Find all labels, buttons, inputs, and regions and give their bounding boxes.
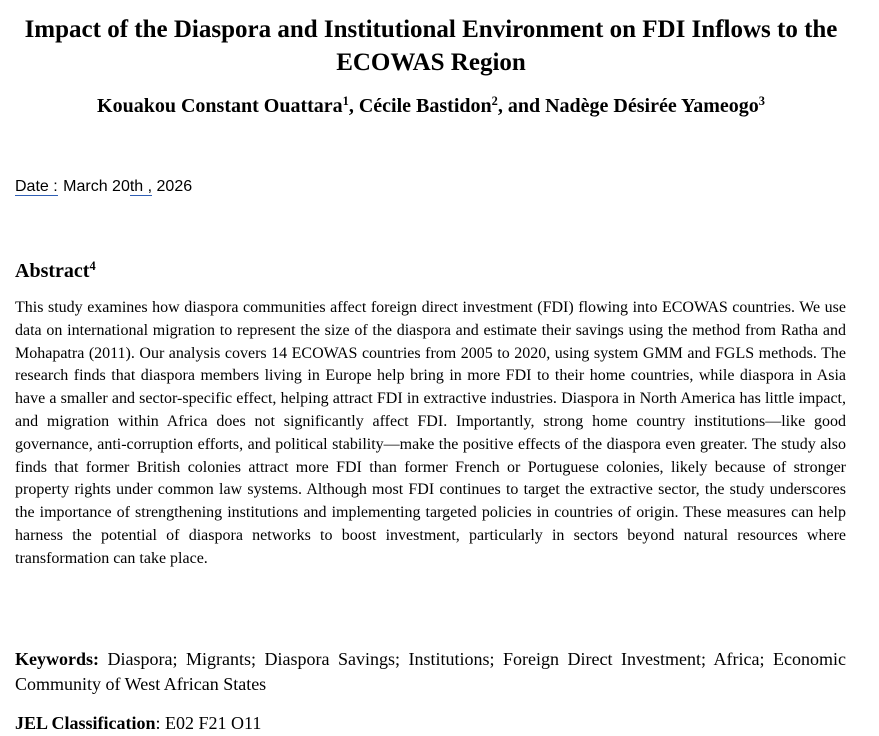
affiliation-mark: 1 [342, 94, 349, 109]
keywords-text: Diaspora; Migrants; Diaspora Savings; Institutions; Foreign Direct Investment; Africa; Economic Community of West African States [15, 649, 846, 694]
author-separator: , and [497, 95, 546, 117]
keywords-label: Keywords: [15, 649, 99, 669]
affiliation-mark: 3 [758, 94, 765, 109]
date-label: Date : [15, 178, 58, 195]
jel-label: JEL Classification [15, 713, 156, 733]
affiliation-mark: 2 [491, 94, 498, 109]
author-separator: , [348, 95, 359, 117]
jel-line [15, 711, 261, 736]
paper-title: Impact of the Diaspora and Institutional Environment on FDI Inflows to the ECOWAS Region [24, 16, 838, 76]
jel-codes: : E02 F21 O11 [155, 713, 262, 733]
author-name: Nadège Désirée Yameogo [545, 95, 759, 117]
abstract-heading [15, 258, 96, 284]
date-line [15, 176, 192, 198]
author-list [15, 93, 847, 119]
keywords-line [15, 647, 846, 697]
author-name: Cécile Bastidon [358, 95, 492, 117]
footnote-mark: 4 [89, 259, 96, 274]
date-month-day: March 20 [63, 178, 130, 195]
date-suffix: th , [129, 178, 153, 195]
abstract-heading-text: Abstract [15, 260, 90, 282]
abstract-text: This study examines how diaspora communities affect foreign direct investment (FDI) flowing into ECOWAS countries. We use data on international migration to represent the size of the diaspora and estimate their savings using the method from Ratha and Mohapatra (2011). Our analysis covers 14 ECOWAS countries from 2005 to 2020, using system GMM and FGLS methods. The research finds that diaspora members living in Europe help bring in more FDI to their home countries, while diaspora in Asia have a smaller and sector-specific effect, helping attract FDI in extractive industries. Diaspora in North America has little impact, and migration within Africa does not significantly affect FDI. Importantly, strong home country institutions—like good governance, anti-corruption efforts, and political stability—make the positive effects of the diaspora even greater. The study also finds that former British colonies attract more FDI than former French or Portuguese colonies, likely because of stronger property rights under common law systems. Although most FDI continues to target the extractive sector, the study underscores the importance of strengthening institutions and implementing targeted policies in countries of origin. These measures can help harness the potential of diaspora networks to boost investment, particularly in sectors beyond natural resources where transformation can take place. [15, 299, 846, 567]
date-year: 2026 [152, 178, 193, 195]
author-name: Kouakou Constant Ouattara [97, 95, 343, 117]
